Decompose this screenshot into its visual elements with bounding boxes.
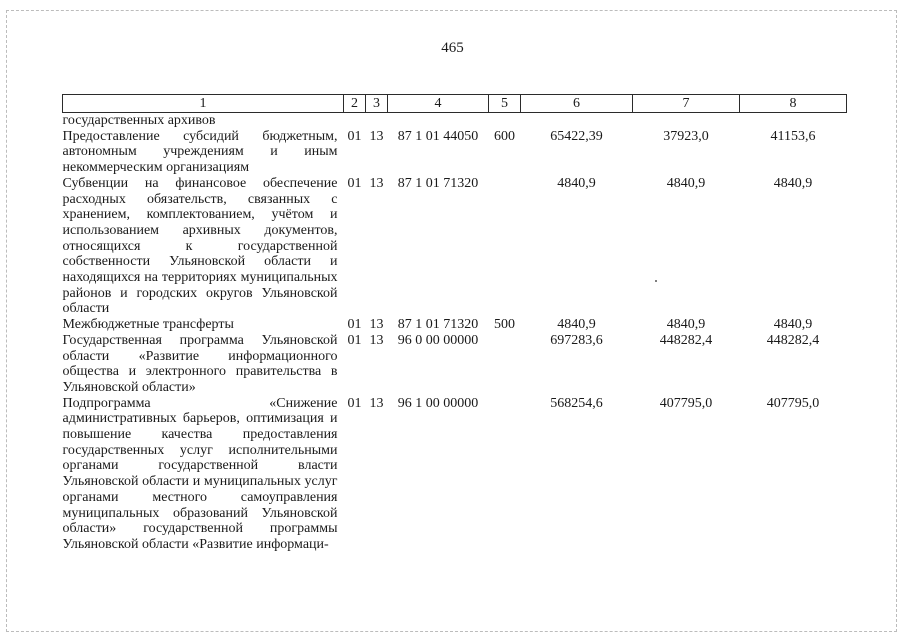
header-row: [63, 95, 847, 113]
row-amount-3: [740, 113, 847, 129]
row-subsection: 13: [369, 317, 384, 333]
row-expense-type: [489, 396, 521, 553]
table-row: [63, 129, 847, 176]
row-subsection: 13: [369, 332, 384, 348]
header-cell-3: 3: [366, 95, 388, 113]
row-section: [344, 113, 366, 129]
row-amount-2: 4840,9: [666, 317, 706, 333]
header-cell-6: 6: [521, 95, 633, 113]
table-row: [63, 333, 847, 396]
row-expense-type: 500: [494, 317, 515, 333]
row-amount-3: 407795,0: [766, 395, 820, 411]
header-cell-7: 7: [633, 95, 740, 113]
row-amount-1: 568254,6: [550, 395, 603, 411]
row-amount-2: 4840,9: [666, 175, 706, 191]
row-amount-1: 4840,9: [557, 317, 596, 333]
row-expense-type: [489, 333, 521, 396]
row-section: 01: [347, 332, 362, 348]
row-expense-type: [489, 176, 521, 317]
table-row: [63, 317, 847, 333]
row-target-article: 96 0 00 00000: [397, 332, 479, 348]
table-row: [63, 113, 847, 129]
row-expense-type: 600: [494, 128, 515, 144]
row-amount-3: 41153,6: [770, 128, 816, 144]
table-row: [63, 176, 847, 317]
row-subsection: 13: [369, 395, 384, 411]
row-target-article: 87 1 01 71320: [397, 317, 479, 333]
header-cell-5: 5: [489, 95, 521, 113]
row-amount-3: 448282,4: [766, 332, 820, 348]
row-section: 01: [347, 395, 362, 411]
row-amount-1: 697283,6: [550, 332, 603, 348]
header-cell-8: 8: [740, 95, 847, 113]
row-amount-3: 4840,9: [773, 317, 813, 333]
row-name: государственных архивов: [62, 113, 216, 128]
table-row: [63, 396, 847, 553]
scan-speck: [655, 280, 657, 282]
row-section: 01: [347, 128, 362, 144]
row-name: Субвенции на финансовое обеспечение расходных обязательств, связанных с хранением, комплектованием, учётом и использованием архивных документов, относящихся к государственной собственности Ульяновской области и находящихся на территориях муниципальных районов и городских округов Ульяновской области: [62, 175, 338, 317]
header-cell-2: 2: [344, 95, 366, 113]
row-amount-3: 4840,9: [773, 175, 813, 191]
row-name: Предоставление субсидий бюджетным, автономным учреждениям и иным некоммерческим организациям: [62, 128, 338, 176]
budget-table: [62, 94, 847, 553]
row-amount-2: 37923,0: [663, 128, 709, 144]
row-amount-2: 448282,4: [659, 332, 713, 348]
row-target-article: 87 1 01 44050: [397, 128, 479, 144]
row-amount-1: [521, 113, 633, 129]
row-name: Подпрограмма «Снижение административных барьеров, оптимизация и повышение качества предоставления государственных услуг исполнительными органами государственной власти Ульяновской области и муниципальных услуг органами местного самоуправления муниципальных образований Ульяновской области» государственной программы Ульяновской области «Развитие информаци-: [62, 395, 338, 552]
row-amount-1: 65422,39: [550, 128, 603, 144]
row-subsection: 13: [369, 175, 384, 191]
row-subsection: [366, 113, 388, 129]
row-target-article: [388, 113, 489, 129]
row-target-article: 87 1 01 71320: [397, 175, 479, 191]
row-subsection: 13: [369, 128, 384, 144]
row-section: 01: [347, 175, 362, 191]
row-name: Межбюджетные трансферты: [62, 317, 234, 333]
row-expense-type: [489, 113, 521, 129]
row-name: Государственная программа Ульяновской области «Развитие информационного общества и электронного правительства в Ульяновской области»: [62, 332, 338, 395]
header-cell-4: 4: [388, 95, 489, 113]
row-amount-2: 407795,0: [659, 395, 713, 411]
row-section: 01: [347, 317, 362, 333]
row-target-article: 96 1 00 00000: [397, 395, 479, 411]
row-amount-2: [633, 113, 740, 129]
row-amount-1: 4840,9: [557, 175, 596, 191]
page-number: 465: [441, 40, 464, 56]
header-cell-1: 1: [63, 95, 344, 113]
